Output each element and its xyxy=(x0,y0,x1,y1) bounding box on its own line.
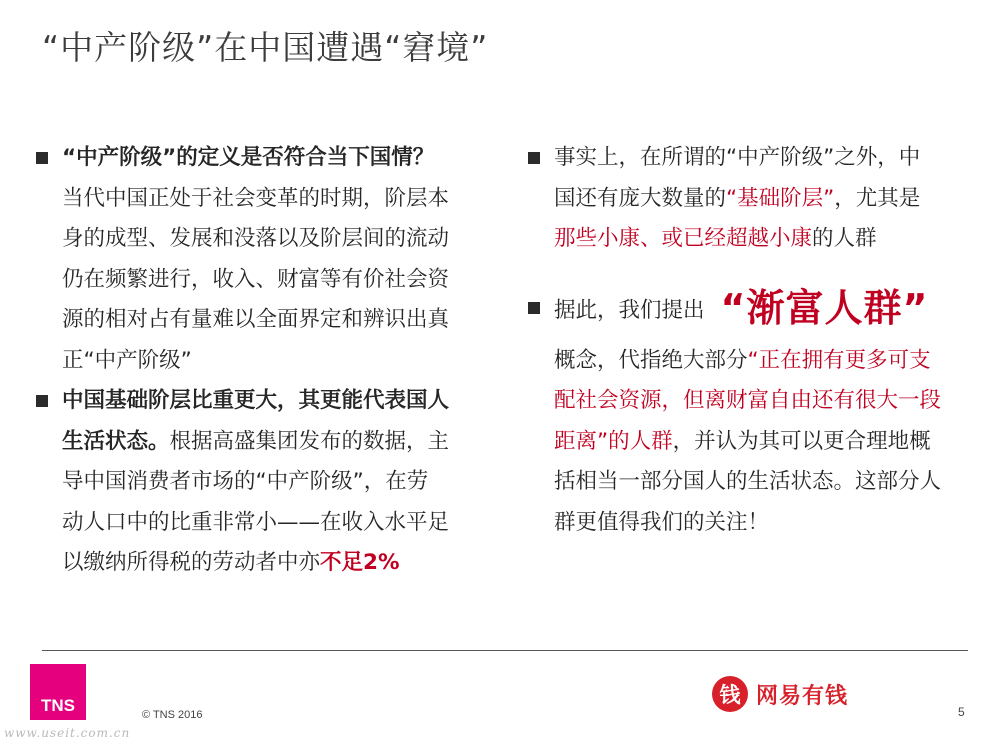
right-bullet2-line1-pre: 概念，代指绝大部分 xyxy=(554,347,748,373)
right-bullet-fact xyxy=(528,138,968,260)
left-bullet1-line4: 源的相对占有量难以全面界定和辨识出真 xyxy=(62,307,450,332)
left-bullet1-heading: “中产阶级”的定义是否符合当下国情？ xyxy=(62,145,435,170)
left-bullet2-line5-pre: 以缴纳所得税的劳动者中亦 xyxy=(62,550,321,575)
right-bullet2-line1 xyxy=(554,341,968,382)
left-bullet2-line5-red: 不足2% xyxy=(320,550,400,575)
right-bullet1-line3-post: 的人群 xyxy=(812,226,877,251)
left-bullet2-line2-rest: 根据高盛集团发布的数据，主 xyxy=(169,428,450,454)
copyright-text: © TNS 2016 xyxy=(142,709,203,721)
right-bullet1-line2-red: “基础阶层” xyxy=(726,185,835,211)
right-bullet2-line4: 括相当一部分国人的生活状态。这部分人 xyxy=(554,469,942,494)
square-bullet-icon xyxy=(36,395,48,407)
left-bullet1-line1: 当代中国正处于社会变革的时期，阶层本 xyxy=(62,185,450,211)
tns-logo-text: TNS xyxy=(41,696,75,715)
right-bullet-concept xyxy=(528,284,968,544)
right-bullet2-line3-post: ，并认为其可以更合理地概 xyxy=(672,428,931,454)
brand-logo xyxy=(712,676,848,712)
square-bullet-icon xyxy=(528,302,540,314)
right-bullet1-line1: 事实上，在所谓的“中产阶级”之外，中 xyxy=(554,145,921,170)
right-bullet2-line5: 群更值得我们的关注！ xyxy=(554,509,770,535)
right-bullet2-line1-red: “正在拥有更多可支 xyxy=(747,347,931,373)
coin-icon: 钱 xyxy=(712,676,748,712)
right-bullet1-line2-pre: 国还有庞大数量的 xyxy=(554,185,727,211)
right-bullet2-line2: 配社会资源，但离财富自由还有很大一段 xyxy=(554,388,942,413)
left-column xyxy=(36,138,476,584)
square-bullet-icon xyxy=(36,152,48,164)
square-bullet-icon xyxy=(528,152,540,164)
left-bullet2-line5 xyxy=(62,543,476,584)
right-bullet1-line2-post: ，尤其是 xyxy=(834,185,921,211)
right-bullet2-highlight: “渐富人群” xyxy=(720,285,929,330)
left-bullet2-line4: 动人口中的比重非常小——在收入水平足 xyxy=(62,509,450,535)
left-bullet-definition xyxy=(36,138,476,381)
tns-logo xyxy=(30,664,86,720)
left-bullet1-line2: 身的成型、发展和没落以及阶层间的流动 xyxy=(62,226,450,251)
right-bullet1-line3-red: 那些小康、或已经超越小康 xyxy=(554,226,813,251)
left-bullet2-line2-bold: 生活状态。 xyxy=(62,428,170,454)
slide-title: “中产阶级”在中国遭遇“窘境” xyxy=(42,28,489,67)
right-bullet2-line3 xyxy=(554,422,968,463)
right-bullet1-line3 xyxy=(554,219,968,260)
right-bullet2-lead-row xyxy=(554,284,968,335)
left-bullet2-line3: 导中国消费者市场的“中产阶级”，在劳 xyxy=(62,469,429,494)
right-bullet1-line2 xyxy=(554,179,968,220)
left-bullet2-line1: 中国基础阶层比重更大，其更能代表国人 xyxy=(62,388,450,413)
left-bullet2-line2 xyxy=(62,422,476,463)
left-bullet-base-class xyxy=(36,381,476,584)
left-bullet1-line5: 正“中产阶级” xyxy=(62,347,192,373)
watermark-text: www.useit.com.cn xyxy=(4,726,131,740)
right-column xyxy=(528,138,968,543)
bullet-spacer xyxy=(528,260,968,284)
brand-name: 网易有钱 xyxy=(756,683,849,709)
footer-divider xyxy=(42,650,968,651)
page-number: 5 xyxy=(958,705,965,719)
left-bullet1-line3: 仍在频繁进行，收入、财富等有价社会资 xyxy=(62,266,450,292)
right-bullet2-line3-red: 距离”的人群 xyxy=(554,428,673,454)
right-bullet2-lead: 据此，我们提出 xyxy=(554,297,705,323)
